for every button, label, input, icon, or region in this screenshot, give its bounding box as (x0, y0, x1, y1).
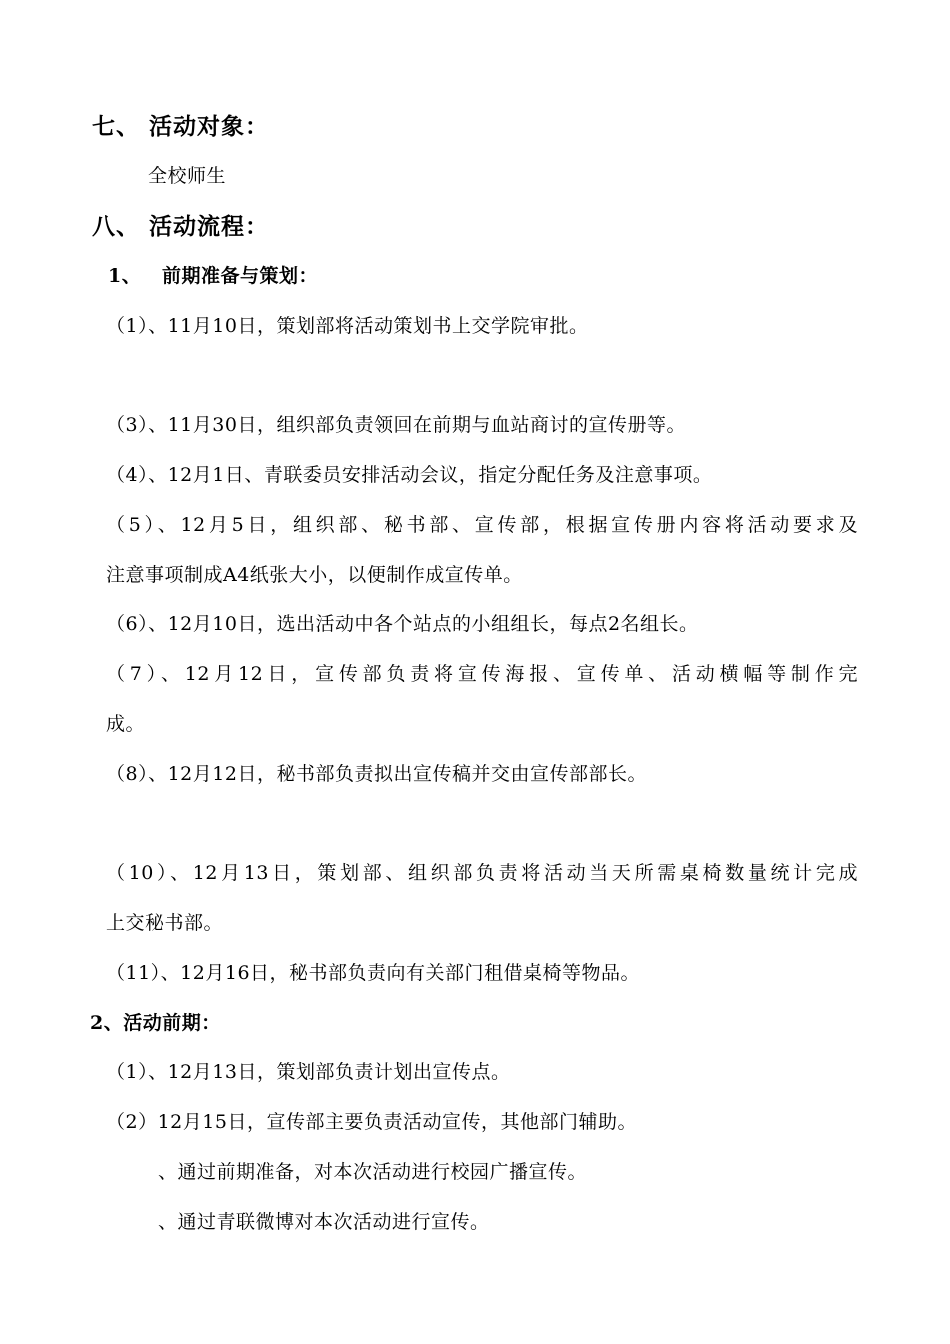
list-item: 、通过青联微博对本次活动进行宣传。 (158, 1211, 490, 1233)
list-item: （10）、12月13日，策划部、组织部负责将活动当天所需桌椅数量统计完成 (106, 862, 858, 884)
list-item: 、通过前期准备，对本次活动进行校园广播宣传。 (158, 1161, 588, 1183)
list-item: （1）、12月13日，策划部负责计划出宣传点。 (106, 1061, 511, 1083)
list-item: （11）、12月16日，秘书部负责向有关部门租借桌椅等物品。 (106, 962, 641, 984)
list-item-continuation: 注意事项制成A4纸张大小，以便制作成宣传单。 (106, 564, 523, 586)
list-item: （6）、12月10日，选出活动中各个站点的小组组长，每点2名组长。 (106, 613, 699, 635)
list-item-continuation: 上交秘书部。 (106, 912, 224, 934)
list-item-continuation: 成。 (106, 713, 146, 735)
list-item: （1）、11月10日，策划部将活动策划书上交学院审批。 (106, 315, 589, 337)
list-item: （3）、11月30日，组织部负责领回在前期与血站商讨的宣传册等。 (106, 414, 686, 436)
list-item: （7）、12月12日，宣传部负责将宣传海报、宣传单、活动横幅等制作完 (106, 663, 858, 685)
subsection1-heading (108, 263, 318, 289)
list-item: （8）、12月12日，秘书部负责拟出宣传稿并交由宣传部部长。 (106, 763, 647, 785)
subsection1-number: 1、 (108, 265, 142, 287)
section8-heading: 八、 活动流程： (92, 213, 270, 240)
section7-target: 全校师生 (148, 165, 227, 187)
section7-heading: 七、 活动对象： (92, 113, 270, 140)
list-item: （4）、12月1日、青联委员安排活动会议，指定分配任务及注意事项。 (106, 464, 713, 486)
subsection1-title: 前期准备与策划： (162, 265, 319, 287)
list-item: （2）12月15日，宣传部主要负责活动宣传，其他部门辅助。 (106, 1111, 637, 1133)
list-item: （5）、12月5日，组织部、秘书部、宣传部，根据宣传册内容将活动要求及 (106, 514, 858, 536)
subsection2-heading: 2、活动前期： (90, 1012, 221, 1034)
